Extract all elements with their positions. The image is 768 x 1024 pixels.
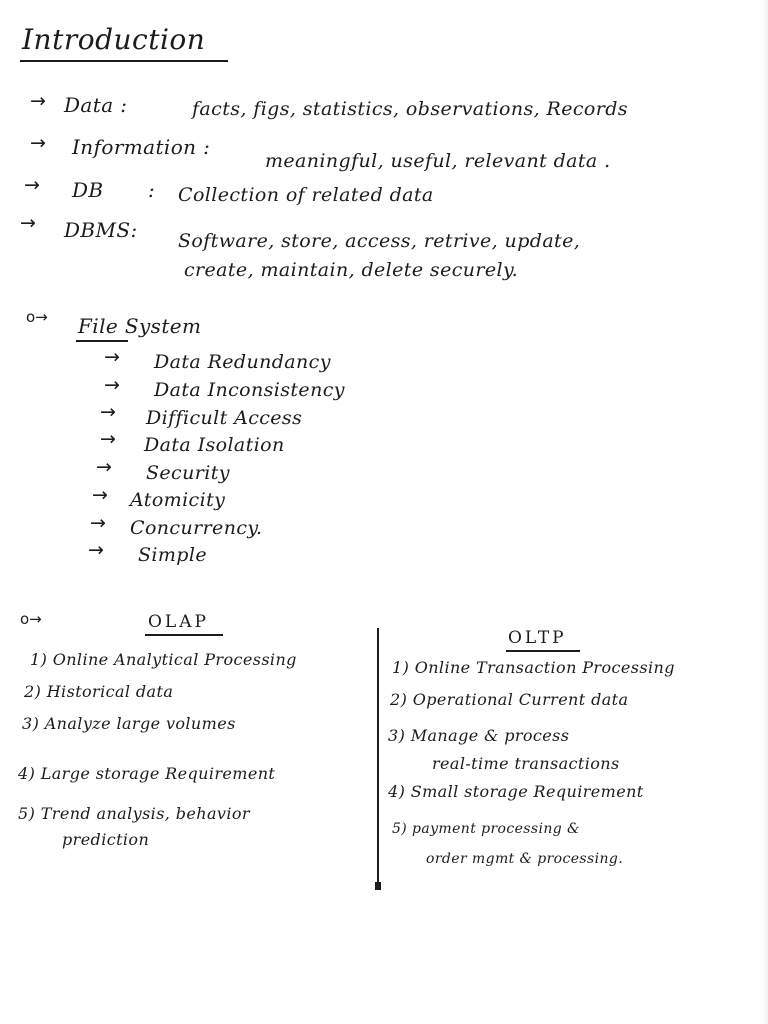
list-item: Difficult Access xyxy=(146,407,303,429)
oltp-title-underline xyxy=(506,650,580,652)
list-item: Concurrency. xyxy=(130,517,263,539)
definition-colon: : xyxy=(148,178,156,202)
list-item: Data Isolation xyxy=(144,434,285,456)
list-item: Data Inconsistency xyxy=(154,379,345,401)
olap-item-continued: prediction xyxy=(62,830,150,849)
file-system-underline xyxy=(76,340,128,342)
list-item: Atomicity xyxy=(130,489,226,511)
oltp-item-continued: real-time transactions xyxy=(432,754,620,773)
definition-term: DB xyxy=(72,178,104,202)
arrow-icon: → xyxy=(20,212,36,234)
page-title: Introduction xyxy=(22,23,206,56)
list-item: Security xyxy=(146,462,230,484)
definition-text: Software, store, access, retrive, update, xyxy=(178,230,581,252)
definition-text: meaningful, useful, relevant data . xyxy=(265,150,611,172)
oltp-item: 3) Manage & process xyxy=(388,726,570,745)
oltp-item: 4) Small storage Requirement xyxy=(388,782,644,801)
arrow-icon: → xyxy=(88,539,104,561)
arrow-icon: → xyxy=(30,132,46,154)
list-item: Data Redundancy xyxy=(154,351,331,373)
arrow-icon: → xyxy=(96,456,112,478)
column-divider xyxy=(377,628,379,890)
olap-item: 3) Analyze large volumes xyxy=(22,714,236,733)
definition-term: DBMS: xyxy=(64,218,138,242)
arrow-icon: → xyxy=(90,512,106,534)
bullet-icon: o→ xyxy=(26,308,48,326)
arrow-icon: → xyxy=(30,90,46,112)
olap-item: 5) Trend analysis, behavior xyxy=(18,804,250,823)
definition-text: Collection of related data xyxy=(178,184,434,206)
file-system-title: File System xyxy=(78,314,202,338)
olap-item: 4) Large storage Requirement xyxy=(18,764,276,783)
oltp-item: 2) Operational Current data xyxy=(390,690,629,709)
definition-text: facts, figs, statistics, observations, Records xyxy=(192,98,628,120)
arrow-icon: → xyxy=(104,374,120,396)
olap-item: 2) Historical data xyxy=(24,682,174,701)
olap-item: 1) Online Analytical Processing xyxy=(30,650,297,669)
definition-term: Information : xyxy=(72,135,211,159)
arrow-icon: → xyxy=(92,484,108,506)
oltp-item-continued: order mgmt & processing. xyxy=(426,851,624,867)
definition-term: Data : xyxy=(64,93,128,117)
olap-title: OLAP xyxy=(148,612,209,632)
column-divider-end xyxy=(375,882,381,890)
oltp-item: 1) Online Transaction Processing xyxy=(392,658,675,677)
arrow-icon: → xyxy=(100,428,116,450)
list-item: Simple xyxy=(138,544,207,566)
oltp-item: 5) payment processing & xyxy=(392,821,580,837)
olap-title-underline xyxy=(145,634,223,636)
arrow-icon: → xyxy=(24,174,40,196)
arrow-icon: → xyxy=(100,401,116,423)
title-underline xyxy=(20,60,228,62)
oltp-title: OLTP xyxy=(508,628,567,648)
arrow-icon: → xyxy=(104,346,120,368)
definition-text-continued: create, maintain, delete securely. xyxy=(184,259,519,281)
bullet-icon: o→ xyxy=(20,610,42,628)
